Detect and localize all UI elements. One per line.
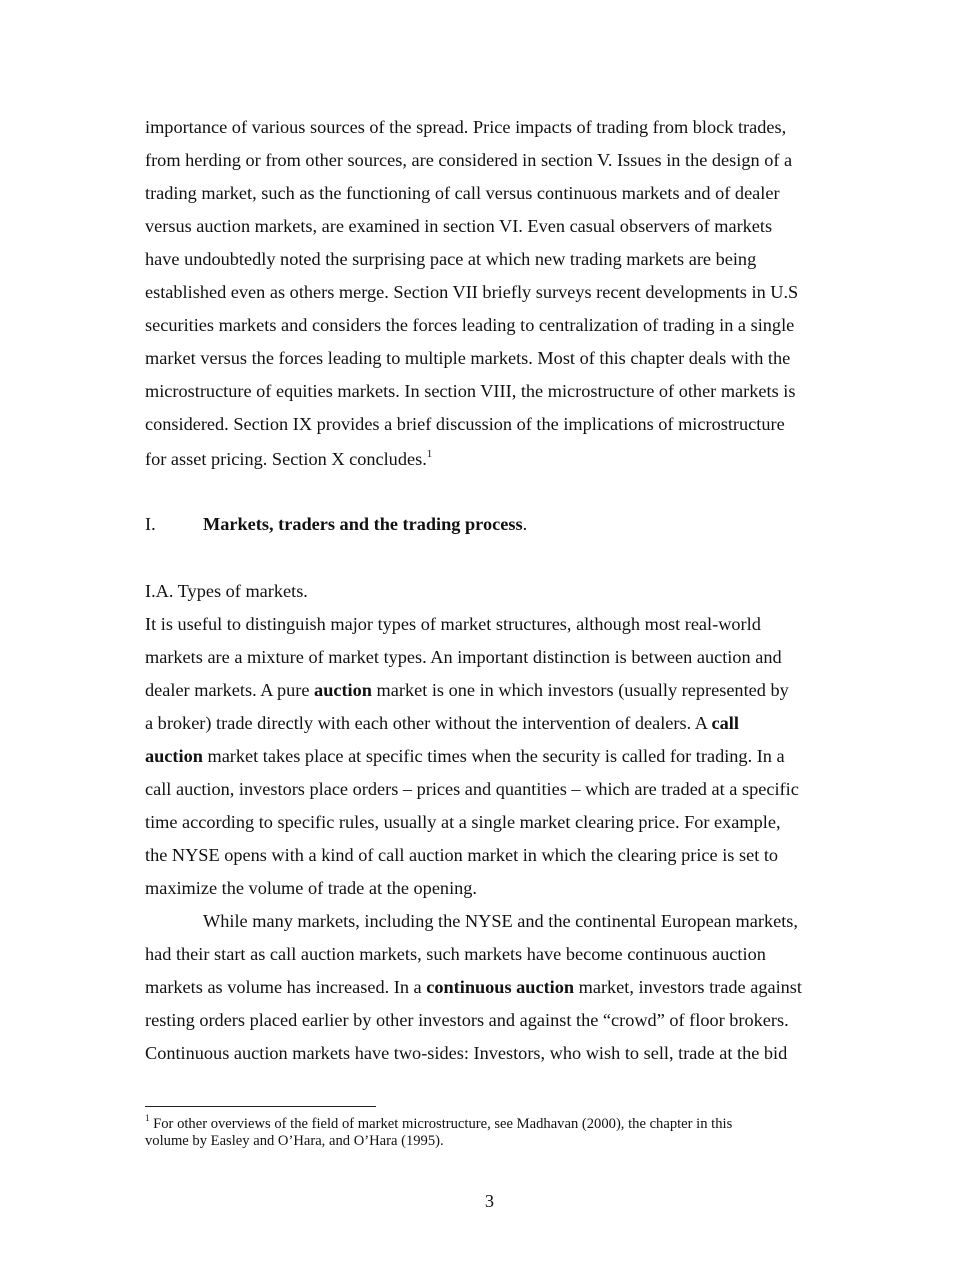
body-text-line: microstructure of equities markets. In section VIII, the microstructure of other markets is — [145, 381, 796, 401]
body-text-line — [145, 679, 789, 701]
body-text-line — [145, 448, 432, 470]
body-text-line: importance of various sources of the spread. Price impacts of trading from block trades, — [145, 117, 787, 137]
body-text: market takes place at specific times when the security is called for trading. In a — [202, 746, 785, 766]
key-term: call — [711, 713, 739, 733]
section-title — [203, 513, 527, 535]
body-text-line: time according to specific rules, usually at a single market clearing price. For example, — [145, 812, 781, 832]
body-text-line: the NYSE opens with a kind of call auction market in which the clearing price is set to — [145, 845, 779, 865]
body-text-line: markets are a mixture of market types. An important distinction is between auction and — [145, 647, 782, 667]
body-text-line: While many markets, including the NYSE and the continental European markets, — [203, 911, 798, 931]
key-term: auction — [145, 746, 203, 766]
key-term: continuous auction — [426, 977, 575, 997]
body-text-line: securities markets and considers the forces leading to centralization of trading in a single — [145, 315, 795, 335]
body-text: market, investors trade against — [574, 977, 802, 997]
subsection-heading: I.A. Types of markets. — [145, 581, 308, 601]
body-text-line: versus auction markets, are examined in section VI. Even casual observers of markets — [145, 216, 773, 236]
body-text-line — [145, 976, 802, 998]
body-text-line: market versus the forces leading to multiple markets. Most of this chapter deals with the — [145, 348, 791, 368]
body-text-line: It is useful to distinguish major types of market structures, although most real-world — [145, 614, 761, 634]
footnote-separator — [145, 1106, 376, 1107]
body-text: for asset pricing. Section X concludes. — [145, 449, 427, 469]
footnote-marker: 1 — [145, 1113, 150, 1124]
body-text-line — [145, 712, 739, 734]
section-title-period: . — [522, 514, 528, 534]
body-text: market is one in which investors (usually represented by — [371, 680, 789, 700]
body-text-line — [145, 745, 785, 767]
body-text: dealer markets. A pure — [145, 680, 315, 700]
footnote-line: volume by Easley and O’Hara, and O’Hara (1995). — [145, 1133, 444, 1149]
body-text-line: resting orders placed earlier by other investors and against the “crowd” of floor brokers. — [145, 1010, 789, 1030]
body-text-line: considered. Section IX provides a brief discussion of the implications of microstructure — [145, 414, 785, 434]
body-text-line: from herding or from other sources, are considered in section V. Issues in the design of a — [145, 150, 793, 170]
body-text-line: have undoubtedly noted the surprising pace at which new trading markets are being — [145, 249, 757, 269]
body-text-line: trading market, such as the functioning of call versus continuous markets and of dealer — [145, 183, 780, 203]
section-title-text: Markets, traders and the trading process — [203, 514, 523, 534]
footnote-text: For other overviews of the field of market microstructure, see Madhavan (2000), the chapter in this — [149, 1116, 733, 1132]
footnote-reference[interactable]: 1 — [426, 447, 433, 460]
body-text-line: maximize the volume of trade at the opening. — [145, 878, 477, 898]
section-number: I. — [145, 514, 156, 534]
body-text-line: established even as others merge. Section VII briefly surveys recent developments in U.S — [145, 282, 799, 302]
body-text-line: Continuous auction markets have two-sides: Investors, who wish to sell, trade at the bid — [145, 1043, 788, 1063]
body-text-line: call auction, investors place orders – prices and quantities – which are traded at a specific — [145, 779, 799, 799]
body-text: a broker) trade directly with each other without the intervention of dealers. A — [145, 713, 712, 733]
footnote-line — [145, 1113, 733, 1133]
page-number: 3 — [484, 1191, 495, 1211]
body-text-line: had their start as call auction markets, such markets have become continuous auction — [145, 944, 766, 964]
body-text: markets as volume has increased. In a — [145, 977, 427, 997]
key-term: auction — [314, 680, 372, 700]
